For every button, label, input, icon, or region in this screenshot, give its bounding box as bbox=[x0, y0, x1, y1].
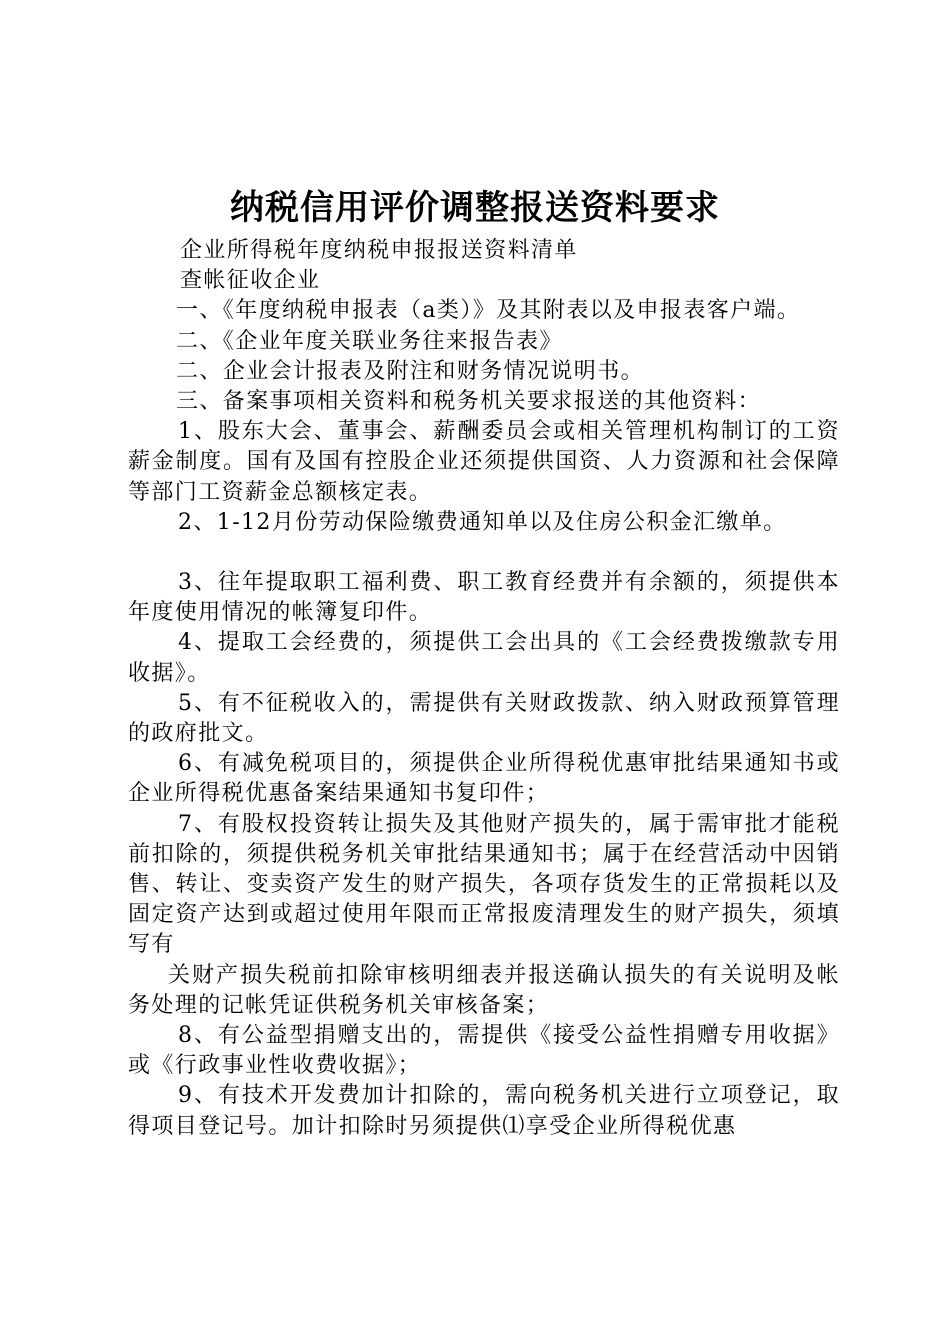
paragraph-sub-5: 5、有不征税收入的，需提供有关财政拨款、纳入财政预算管理的政府批文。 bbox=[128, 690, 840, 747]
document-title: 纳税信用评价调整报送资料要求 bbox=[230, 188, 720, 228]
paragraph-sub-1: 1、股东大会、董事会、薪酬委员会或相关管理机构制订的工资薪金制度。国有及国有控股企业还须提供国资、人力资源和社会保障等部门工资薪金总额核定表。 bbox=[128, 419, 840, 505]
paragraph-sub-9: 9、有技术开发费加计扣除的，需向税务机关进行立项登记，取得项目登记号。加计扣除时另须提供⑴享受企业所得税优惠 bbox=[128, 1083, 840, 1139]
paragraph-item-1: 一、《年度纳税申报表（a类）》及其附表以及申报表客户端。 bbox=[176, 298, 801, 324]
paragraph-item-4: 三、备案事项相关资料和税务机关要求报送的其他资料： bbox=[176, 389, 762, 415]
subtitle-line: 企业所得税年度纳税申报报送资料清单 bbox=[180, 238, 578, 263]
paragraph-sub-2: 2、1-12月份劳动保险缴费通知单以及住房公积金汇缴单。 bbox=[178, 509, 787, 535]
paragraph-sub-8: 8、有公益型捐赠支出的，需提供《接受公益性捐赠专用收据》或《行政事业性收费收据》； bbox=[128, 1023, 840, 1079]
paragraph-item-3: 二、企业会计报表及附注和财务情况说明书。 bbox=[176, 358, 645, 384]
blank-line bbox=[128, 538, 840, 568]
paragraph-sub-7-continued: 关财产损失税前扣除审核明细表并报送确认损失的有关说明及帐务处理的记帐凭证供税务机关审核备案； bbox=[128, 962, 840, 1018]
paragraph-sub-3: 3、往年提取职工福利费、职工教育经费并有余额的，须提供本年度使用情况的帐簿复印件。 bbox=[128, 570, 840, 626]
paragraph-item-2: 二、《企业年度关联业务往来报告表》 bbox=[176, 328, 563, 354]
document-body bbox=[128, 236, 840, 1142]
section-heading: 查帐征收企业 bbox=[180, 268, 321, 294]
paragraph-sub-6: 6、有减免税项目的，须提供企业所得税优惠审批结果通知书或企业所得税优惠备案结果通知书复印件； bbox=[128, 751, 840, 807]
paragraph-sub-4: 4、提取工会经费的，须提供工会出具的《工会经费拨缴款专用收据》。 bbox=[128, 630, 840, 686]
paragraph-sub-7: 7、有股权投资转让损失及其他财产损失的，属于需审批才能税前扣除的，须提供税务机关审批结果通知书；属于在经营活动中因销售、转让、变卖资产发生的财产损失，各项存货发生的正常损耗以及固定资产达到或超过使用年限而正常报废清理发生的财产损失，须填写有 bbox=[128, 811, 840, 958]
